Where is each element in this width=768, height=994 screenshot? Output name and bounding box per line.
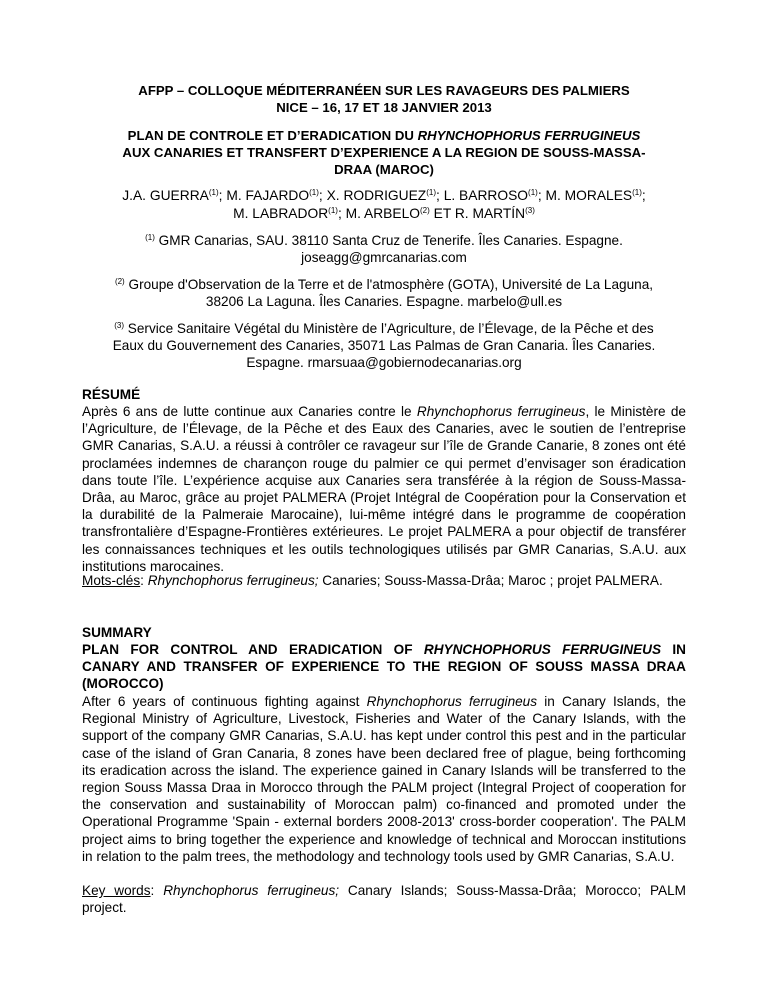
affiliation-marker: (3) — [114, 321, 125, 330]
title-line-3: DRAA (MAROC) — [334, 162, 434, 177]
title-line-1 — [82, 127, 686, 144]
author-name: ; M. MORALES — [537, 188, 633, 203]
affiliation-text: Service Sanitaire Végétal du Ministère de l’Agriculture, de l’Élevage, de la Pêche et des — [124, 321, 654, 336]
mots-cles-label: Mots-clés — [82, 573, 141, 588]
title-species: RHYNCHOPHORUS FERRUGINEUS — [417, 128, 641, 143]
title-prefix: PLAN DE CONTROLE ET D’ERADICATION DU — [127, 128, 418, 143]
author-name: J.A. GUERRA — [122, 188, 209, 203]
author-name: ET R. MARTÍN — [429, 206, 526, 221]
mots-cles-species: Rhynchophorus ferrugineus; — [147, 573, 319, 588]
summary-title — [82, 641, 686, 693]
resume-body — [82, 403, 686, 575]
authors-line-1 — [82, 187, 686, 205]
affiliation-marker: (1) — [208, 188, 219, 197]
author-list — [82, 187, 686, 223]
conference-line-2: NICE – 16, 17 ET 18 JANVIER 2013 — [276, 100, 492, 115]
author-name: ; M. ARBELO — [337, 206, 420, 221]
summary-title-text: PLAN FOR CONTROL AND ERADICATION OF — [82, 642, 424, 657]
affiliation-marker: (2) — [420, 206, 430, 215]
affiliation-marker: (1) — [426, 188, 437, 197]
affiliation-marker: (1) — [328, 206, 338, 215]
affiliation-marker: (3) — [525, 206, 535, 215]
resume-text: , le Ministère de l’Agriculture, de l’Élevage, de la Pêche et des Eaux des Canaries, avec le soutien de l’entreprise GMR Canarias, S.A.U. a réussi à contrôler ce ravageur sur l’île de Grande Canarie, 8 zones ont été proclamées indemnes de charançon rouge du palmier ce qui permet d’envisager son éradication dans toute l’île. L’expérience acquise aux Canaries sera transférée à la région de Souss-Massa-Drâa, au Maroc, grâce au projet PALMERA (Projet Intégral de Coopération pour la Conservation et la durabilité de la Palmeraie Marocaine), lui-même intégré dans le programme de coopération transfrontalière d’Espagne-Frontières extérieures. Le projet PALMERA a pour objectif de transférer les connaissances techniques et les outils technologiques utilisés par GMR Canarias, S.A.U. aux institutions marocaines. — [82, 404, 686, 574]
affiliation-line — [82, 320, 686, 337]
author-name: ; X. RODRIGUEZ — [318, 188, 427, 203]
key-words-label: Key words — [82, 883, 151, 898]
summary-species: Rhynchophorus ferrugineus — [366, 694, 538, 709]
key-words-list: Canary Islands; Souss-Massa-Drâa; Morocco; PALM project. — [82, 883, 687, 916]
affiliation-marker: (1) — [528, 188, 538, 197]
affiliation-email: joseagg@gmrcanarias.com — [301, 250, 467, 266]
label-separator: : — [150, 883, 164, 898]
affiliation-2 — [82, 276, 686, 310]
affiliation-text: GMR Canarias, SAU. 38110 Santa Cruz de Tenerife. Îles Canaries. Espagne. — [154, 233, 623, 248]
affiliation-line: 38206 La Laguna. Îles Canaries. Espagne. marbelo@ull.es — [205, 294, 563, 310]
affiliation-line — [82, 276, 686, 293]
resume-text: Après 6 ans de lutte continue aux Canaries contre le — [82, 404, 417, 419]
affiliation-text: Groupe d'Observation de la Terre et de l'atmosphère (GOTA), Université de La Laguna, — [124, 277, 654, 292]
author-name: M. LABRADOR — [233, 206, 329, 221]
affiliation-line: Eaux du Gouvernement des Canaries, 35071 Las Palmas de Gran Canaria. Îles Canaries. — [112, 338, 656, 354]
key-words-species: Rhynchophorus ferrugineus; — [163, 883, 340, 898]
affiliation-line — [82, 232, 686, 249]
resume-heading: RÉSUMÉ — [82, 387, 141, 402]
affiliation-marker: (2) — [114, 277, 125, 286]
affiliation-line: Espagne. rmarsuaa@gobiernodecanarias.org — [246, 355, 522, 371]
conference-line-1: AFPP – COLLOQUE MÉDITERRANÉEN SUR LES RAVAGEURS DES PALMIERS — [138, 83, 630, 98]
title-line-2: AUX CANARIES ET TRANSFERT D’EXPERIENCE A LA REGION DE SOUSS-MASSA- — [122, 145, 646, 160]
author-separator: ; — [641, 188, 646, 203]
label-separator: : — [140, 573, 148, 588]
paper-title — [82, 127, 686, 178]
key-words — [82, 882, 686, 916]
summary-text: in Canary Islands, the Regional Ministry of Agriculture, Livestock, Fisheries and Water of the Canary Islands, with the support of the company GMR Canarias, S.A.U. has kept under control this pest and in the particular case of the island of Gran Canaria, 8 zones have been declared free of plague, being forthcoming its eradication across the island. The experience gained in Canary Islands will be transferred to the region Souss Massa Draa in Morocco through the PALM project (Integral Project of cooperation for the conservation and sustainability of Moroccan palm) co-financed and promoted under the Operational Programme 'Spain - external borders 2008-2013' cross-border cooperation'. The PALM project aims to bring together the experience and knowledge of technical and Moroccan institutions in relation to the palm trees, the methodology and technology tools used by GMR Canarias, S.A.U. — [82, 694, 686, 864]
affiliation-marker: (1) — [309, 188, 319, 197]
author-name: ; L. BARROSO — [436, 188, 529, 203]
resume-species: Rhynchophorus ferrugineus — [416, 404, 586, 419]
affiliation-marker: (1) — [632, 188, 642, 197]
affiliation-1 — [82, 232, 686, 266]
summary-title-text: IN CANARY AND TRANSFER OF EXPERIENCE TO THE REGION OF SOUSS MASSA DRAA (MOROCCO) — [82, 642, 686, 692]
summary-heading: SUMMARY — [82, 625, 152, 640]
affiliation-3 — [82, 320, 686, 372]
author-name: ; M. FAJARDO — [218, 188, 310, 203]
conference-header — [82, 82, 686, 116]
mots-cles — [82, 572, 686, 589]
authors-line-2 — [82, 205, 686, 223]
affiliation-marker: (1) — [145, 233, 155, 242]
summary-text: After 6 years of continuous fighting against — [82, 694, 367, 709]
summary-title-species: RHYNCHOPHORUS FERRUGINEUS — [423, 642, 662, 657]
summary-body — [82, 693, 686, 865]
mots-cles-list: Canaries; Souss-Massa-Drâa; Maroc ; projet PALMERA. — [318, 573, 663, 588]
